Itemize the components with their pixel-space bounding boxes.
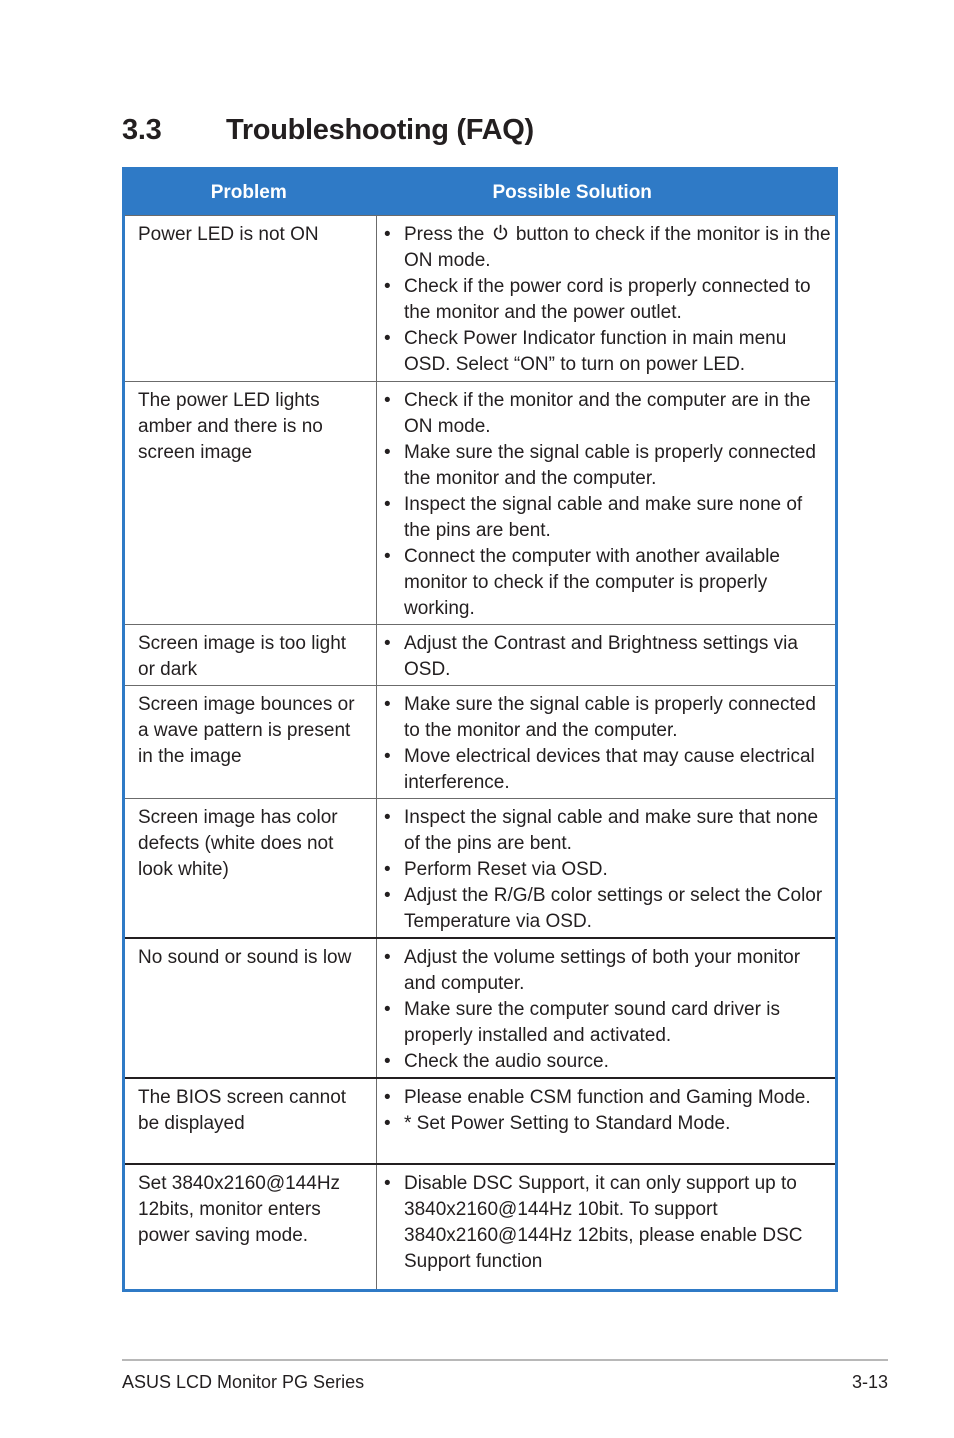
solution-cell [377, 382, 837, 625]
solution-item [384, 1085, 831, 1111]
solution-item [384, 274, 831, 326]
solution-item [384, 222, 831, 274]
bullet: • [384, 390, 391, 411]
problem-cell: Power LED is not ON [124, 216, 377, 382]
bullet: • [384, 442, 391, 463]
bullet: • [384, 1173, 391, 1194]
bullet: • [384, 328, 391, 349]
problem-cell: Set 3840x2160@144Hz 12bits, monitor enters power saving mode. [124, 1164, 377, 1290]
solution-item [384, 744, 831, 796]
solution-item [384, 1049, 831, 1075]
solution-text: button to check if the monitor is in the ON mode. [404, 224, 831, 271]
table-header-row [124, 169, 837, 216]
solution-item [384, 805, 831, 857]
solution-list [384, 805, 831, 935]
problem-cell: The BIOS screen cannot be displayed [124, 1078, 377, 1164]
solution-text: Inspect the signal cable and make sure none of the pins are bent. [404, 494, 803, 541]
solution-item [384, 857, 831, 883]
solution-cell [377, 216, 837, 382]
solution-text: Adjust the volume settings of both your monitor and computer. [404, 947, 801, 994]
footer-product-name: ASUS LCD Monitor PG Series [122, 1372, 365, 1392]
table-row [124, 799, 837, 939]
bullet: • [384, 1051, 391, 1072]
problem-cell: Screen image bounces or a wave pattern is present in the image [124, 686, 377, 799]
solution-text: Move electrical devices that may cause electrical interference. [404, 746, 815, 793]
bullet: • [384, 947, 391, 968]
solution-cell [377, 1078, 837, 1164]
bullet: • [384, 1087, 391, 1108]
solution-text: Adjust the R/G/B color settings or select the Color Temperature via OSD. [404, 885, 823, 932]
solution-text: Adjust the Contrast and Brightness settings via OSD. [404, 633, 798, 680]
section-number: 3.3 [122, 114, 162, 146]
bullet: • [384, 999, 391, 1020]
solution-text: Make sure the signal cable is properly connected the monitor and the computer. [404, 442, 816, 489]
bullet: • [384, 494, 391, 515]
problem-cell: Screen image is too light or dark [124, 625, 377, 686]
bullet: • [384, 224, 391, 245]
bullet: • [384, 807, 391, 828]
footer-page-number: 3-13 [851, 1372, 888, 1392]
bullet: • [384, 694, 391, 715]
solution-item [384, 883, 831, 935]
footer-divider [122, 1359, 888, 1361]
solution-text: Connect the computer with another available monitor to check if the computer is properly working. [404, 546, 781, 619]
solution-list [384, 1085, 831, 1137]
solution-item [384, 492, 831, 544]
table-row [124, 1078, 837, 1164]
solution-item [384, 692, 831, 744]
bullet: • [384, 885, 391, 906]
table-row [124, 382, 837, 625]
solution-text: Please enable CSM function and Gaming Mode. [404, 1087, 811, 1108]
problem-cell: No sound or sound is low [124, 938, 377, 1078]
solution-list [384, 388, 831, 622]
solution-text: * Set Power Setting to Standard Mode. [404, 1113, 731, 1134]
solution-item [384, 326, 831, 378]
solution-text: Inspect the signal cable and make sure that none of the pins are bent. [404, 807, 819, 854]
solution-list [384, 631, 831, 683]
solution-item [384, 440, 831, 492]
faq-table [122, 167, 838, 1292]
solution-cell [377, 625, 837, 686]
bullet: • [384, 546, 391, 567]
solution-text: Disable DSC Support, it can only support up to 3840x2160@144Hz 10bit. To support 3840x2160@144Hz 12bits, please enable DSC Support function [404, 1173, 803, 1272]
header-problem: Problem [124, 169, 377, 216]
bullet: • [384, 1113, 391, 1134]
solution-item [384, 997, 831, 1049]
power-icon [492, 224, 509, 242]
solution-cell [377, 686, 837, 799]
solution-text: Make sure the computer sound card driver is properly installed and activated. [404, 999, 780, 1046]
header-solution: Possible Solution [377, 169, 837, 216]
bullet: • [384, 633, 391, 654]
solution-text: Check the audio source. [404, 1051, 609, 1072]
section-title: Troubleshooting (FAQ) [226, 114, 534, 146]
solution-list [384, 1171, 831, 1275]
solution-list [384, 692, 831, 796]
solution-item [384, 1171, 831, 1275]
solution-text: Check if the monitor and the computer are in the ON mode. [404, 390, 811, 437]
solution-text: Perform Reset via OSD. [404, 859, 608, 880]
bullet: • [384, 859, 391, 880]
problem-cell: Screen image has color defects (white does not look white) [124, 799, 377, 939]
solution-item [384, 388, 831, 440]
table-row [124, 1164, 837, 1290]
solution-item [384, 631, 831, 683]
table-row [124, 216, 837, 382]
solution-cell [377, 799, 837, 939]
table-row [124, 686, 837, 799]
solution-text: Press the [404, 224, 485, 245]
solution-text: Check Power Indicator function in main menu OSD. Select “ON” to turn on power LED. [404, 328, 787, 375]
solution-item [384, 1111, 831, 1137]
solution-text: Check if the power cord is properly connected to the monitor and the power outlet. [404, 276, 811, 323]
table-row [124, 938, 837, 1078]
solution-cell [377, 1164, 837, 1290]
solution-item [384, 945, 831, 997]
solution-list [384, 945, 831, 1075]
solution-text: Make sure the signal cable is properly connected to the monitor and the computer. [404, 694, 816, 741]
bullet: • [384, 746, 391, 767]
solution-list [384, 222, 831, 378]
solution-item [384, 544, 831, 622]
table-row [124, 625, 837, 686]
bullet: • [384, 276, 391, 297]
solution-cell [377, 938, 837, 1078]
problem-cell: The power LED lights amber and there is no screen image [124, 382, 377, 625]
section-heading [122, 114, 534, 147]
